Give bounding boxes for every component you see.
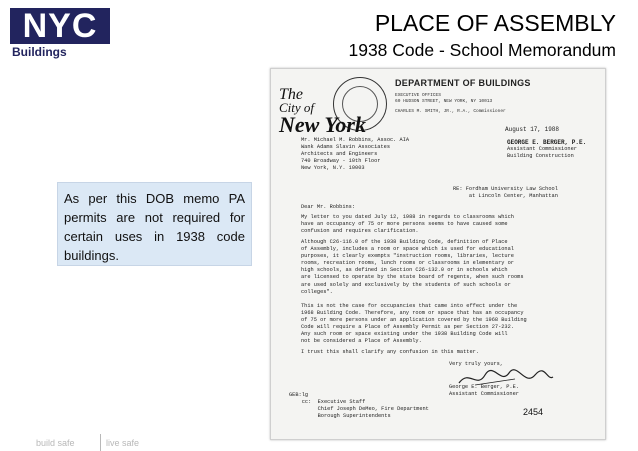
dept-line: CHARLES M. SMITH, JR., R.A., Commissioner xyxy=(395,109,506,114)
sender-line: Building Construction xyxy=(507,153,574,160)
recipient-line: 740 Broadway - 10th Floor xyxy=(301,158,381,165)
slide-title: PLACE OF ASSEMBLY xyxy=(374,10,616,36)
document-number-stamp: 2454 xyxy=(523,407,544,417)
re-text: at Lincoln Center, Manhattan xyxy=(453,193,558,200)
memo-line: not be considered a Place of Assembly. xyxy=(301,338,422,345)
closing-line: Assistant Commissioner xyxy=(449,391,519,398)
memo-document xyxy=(270,68,606,440)
salutation: Dear Mr. Robbins: xyxy=(301,204,356,210)
footer-live-safe: live safe xyxy=(106,438,140,448)
nyc-buildings-logo xyxy=(10,7,110,59)
cc-block xyxy=(289,392,429,420)
department-name: DEPARTMENT OF BUILDINGS xyxy=(395,78,531,88)
memo-paragraph-1 xyxy=(301,214,586,235)
callout-note: As per this DOB memo PA permits are not required for certain uses in 1938 code buildings. xyxy=(57,182,252,266)
memo-line: purposes, it clearly exempts "instruction rooms, libraries, lecture xyxy=(301,253,514,260)
memo-line: are used solely and exclusively by the students of such schools or xyxy=(301,281,511,288)
city-logo-line: The xyxy=(279,86,303,103)
footer-divider xyxy=(100,434,101,451)
memo-line: are licensed to operate by the state board of regents, when such rooms xyxy=(301,274,524,281)
re-line xyxy=(453,186,558,200)
recipient-line: Mr. Michael M. Robbins, Assoc. AIA xyxy=(301,137,410,143)
sender-line: Assistant Commissioner xyxy=(507,146,577,153)
recipient-block xyxy=(301,137,409,172)
dept-line: 60 HUDSON STREET, NEW YORK, NY 10013 xyxy=(395,99,493,104)
memo-line: My letter to you dated July 12, 1988 in regards to classrooms which xyxy=(301,214,514,220)
memo-line: Code will require a Place of Assembly Permit as per Section 27-232. xyxy=(301,324,514,331)
closing-line: Very truly yours, xyxy=(449,361,504,367)
memo-line: high schools, as defined in Section C26-132.0 or in schools which xyxy=(301,267,508,274)
logo-mark: NYC xyxy=(10,8,110,44)
memo-line: Any such room or space existing under the 1938 Building Code will xyxy=(301,331,508,338)
logo-sub: Buildings xyxy=(12,45,67,59)
memo-line: 1968 Building Code. Therefore, any room or space that has an occupancy xyxy=(301,310,524,317)
city-of-new-york-logo xyxy=(279,87,366,135)
closing-line: George E. Berger, P.E. xyxy=(449,384,519,390)
memo-line: of 75 or more persons under an application covered by the 1968 Building xyxy=(301,317,527,324)
memo-line: of Assembly, includes a room or space which is used for educational xyxy=(301,246,514,253)
sender-line: GEORGE E. BERGER, P.E. xyxy=(507,139,587,146)
memo-paragraph-2 xyxy=(301,239,586,296)
memo-line: rooms, recreation rooms, lunch rooms or classrooms in elementary or xyxy=(301,260,514,267)
closing-block-signer xyxy=(449,384,519,398)
recipient-line: Wank Adams Slavin Associates xyxy=(301,144,391,151)
memo-date: August 17, 1988 xyxy=(505,126,560,133)
dept-line: EXECUTIVE OFFICES xyxy=(395,93,441,98)
memo-line: Although C26-116.0 of the 1938 Building Code, definition of Place xyxy=(301,239,508,245)
cc-line: cc: Executive Staff xyxy=(289,399,366,406)
memo-line: colleges". xyxy=(301,288,333,295)
footer-build-safe: build safe xyxy=(36,438,75,448)
cc-line: Chief Joseph DeMeo, Fire Department xyxy=(289,406,429,413)
memo-line: have an occupancy of 75 or more persons seems to have caused some xyxy=(301,221,508,228)
memo-paragraph-4: I trust this shall clarify any confusion in this matter. xyxy=(301,349,480,355)
recipient-line: Architects and Engineers xyxy=(301,151,378,158)
cc-line: GEB:lg xyxy=(289,392,309,398)
city-logo-line: New York xyxy=(279,111,366,137)
slide-subtitle: 1938 Code - School Memorandum xyxy=(348,40,616,60)
recipient-line: New York, N.Y. 10003 xyxy=(301,165,365,172)
memo-line: This is not the case for occupancies that came into effect under the xyxy=(301,303,518,309)
sender-block xyxy=(507,139,586,160)
memo-paragraph-3 xyxy=(301,303,586,346)
cc-line: Borough Superintendents xyxy=(289,413,391,420)
re-text: RE: Fordham University Law School xyxy=(453,186,558,192)
memo-line: confusion and requires clarification. xyxy=(301,228,419,235)
city-logo-line: City of xyxy=(279,100,315,116)
